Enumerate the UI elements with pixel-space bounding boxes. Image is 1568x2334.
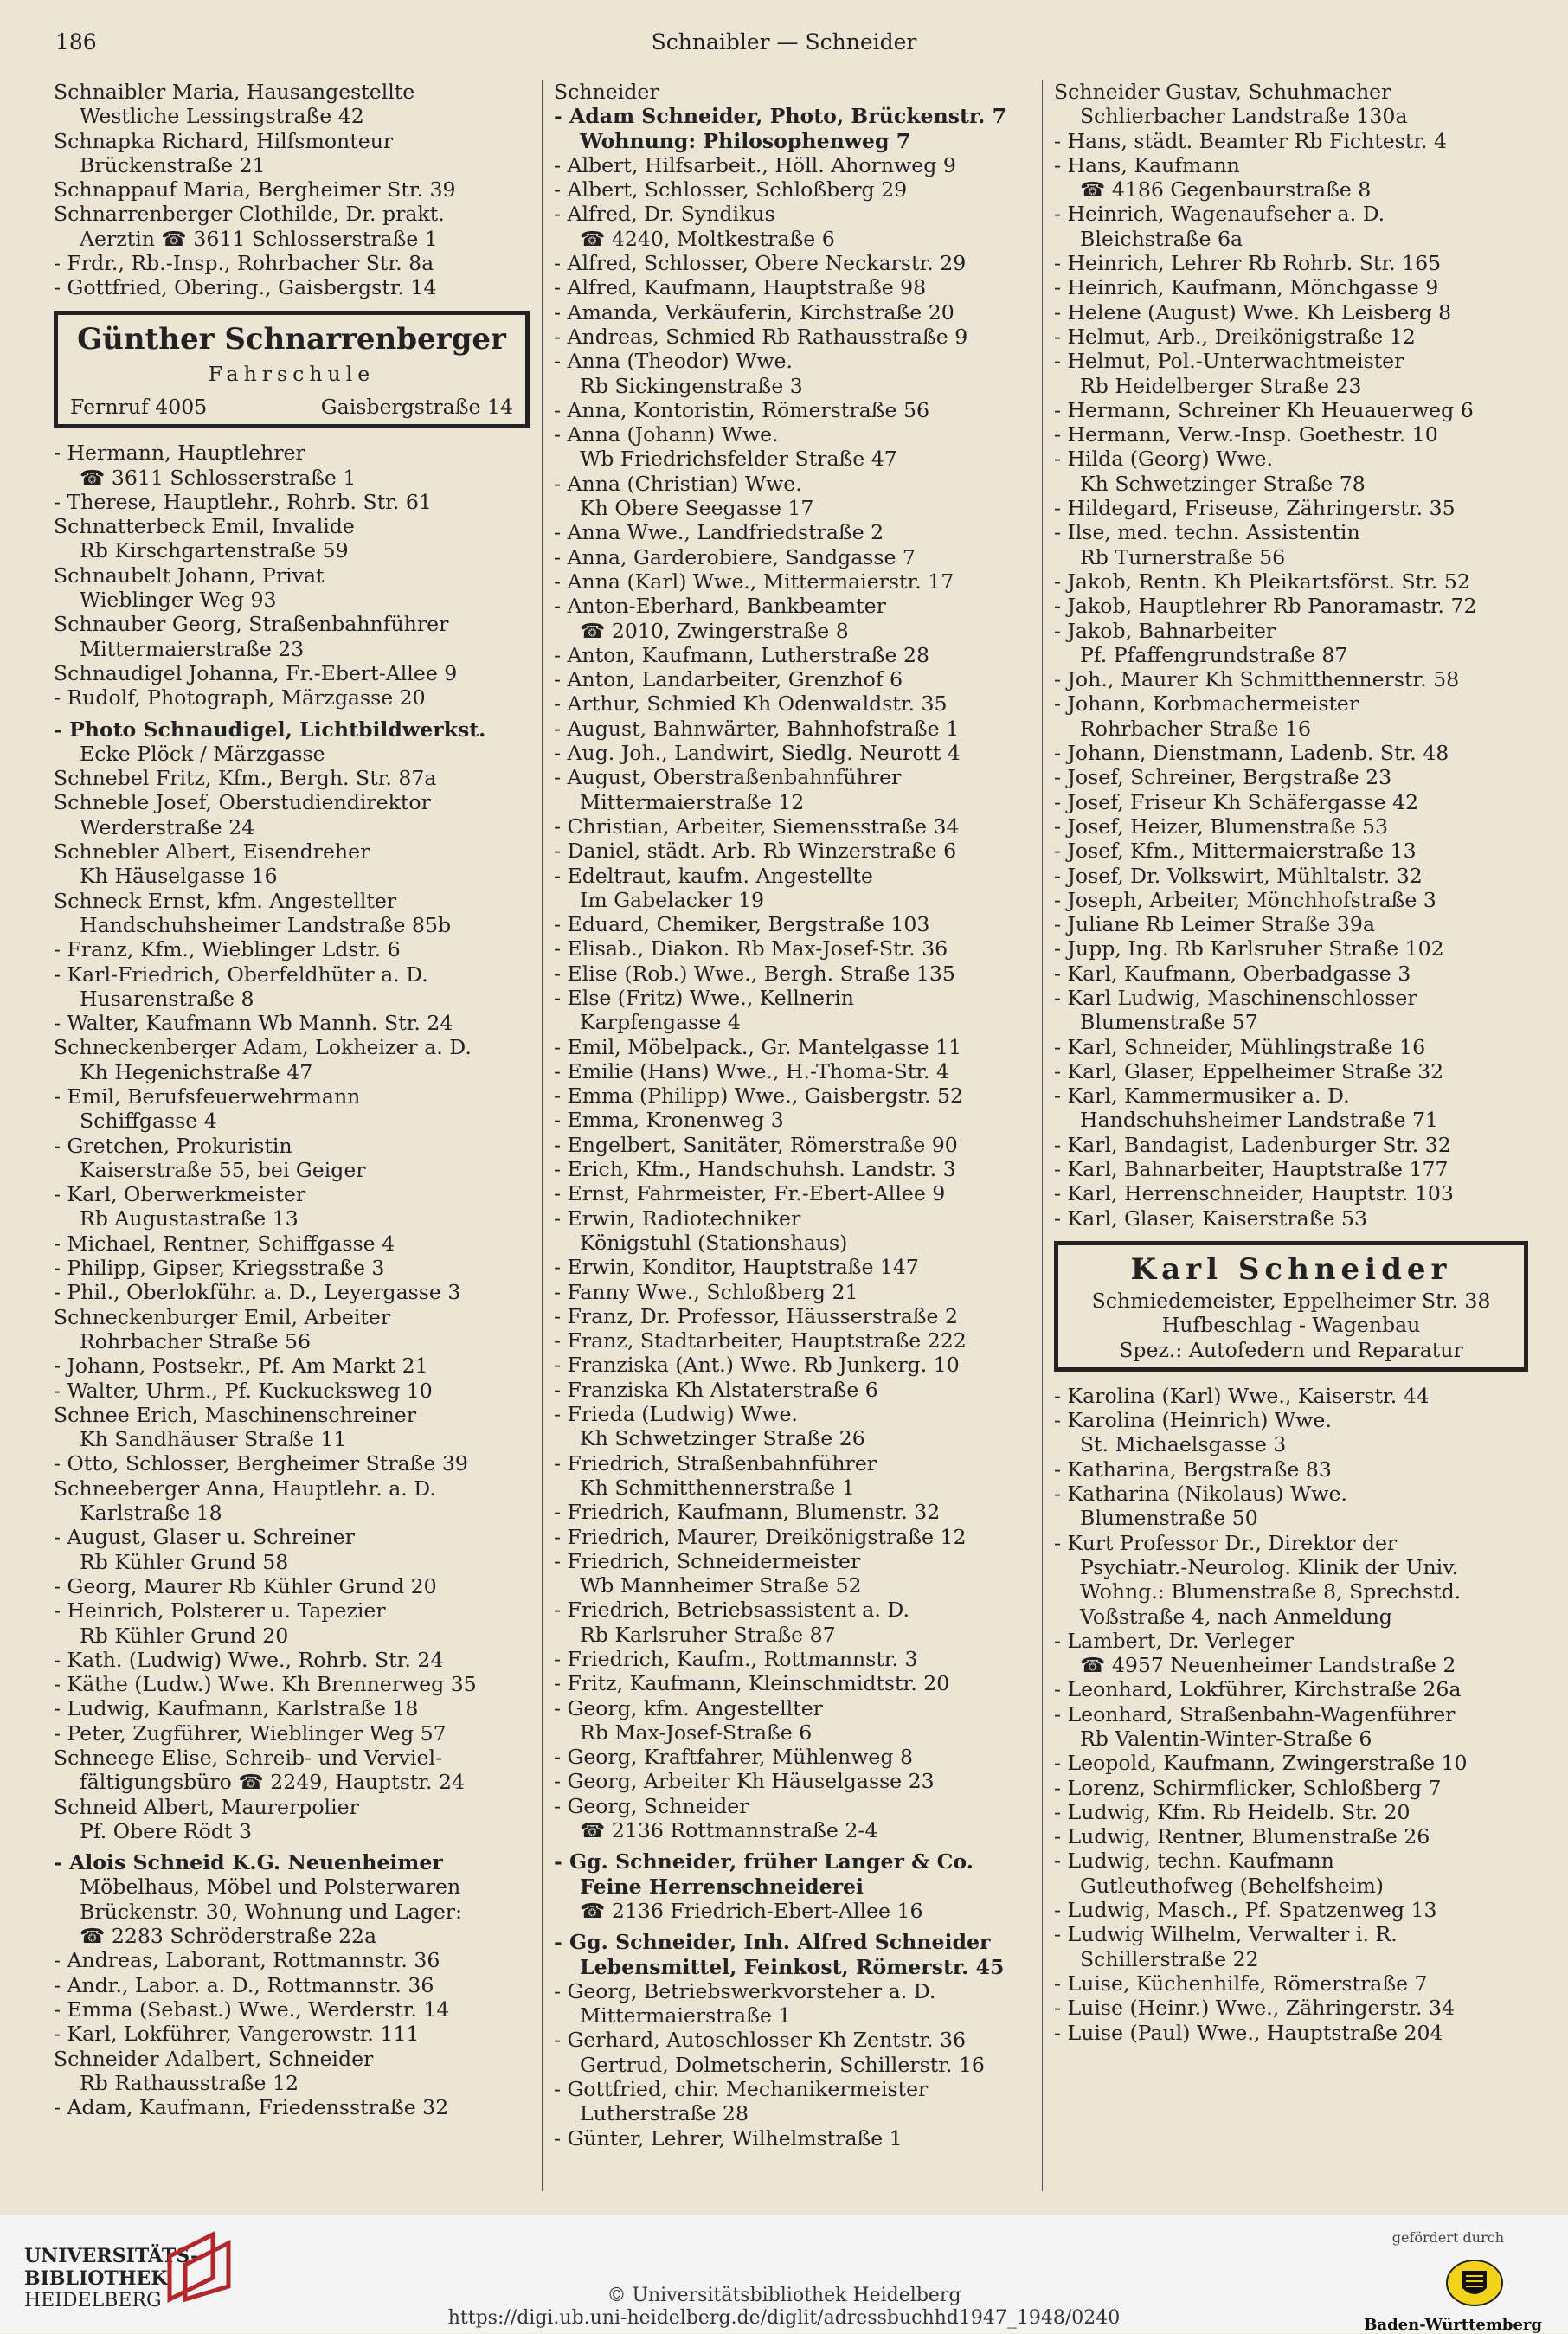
entry-line: - Günter, Lehrer, Wilhelmstraße 1 — [554, 2125, 903, 2151]
entry-line: ☎ 2136 Rottmannstraße 2-4 — [580, 1818, 878, 1843]
entry-line: - Kurt Professor Dr., Direktor der — [1054, 1530, 1398, 1555]
entry-line: Pf. Obere Rödt 3 — [80, 1818, 252, 1843]
entry-line: Schnee Erich, Maschinenschreiner — [54, 1402, 417, 1427]
entry-line: - Gerhard, Autoschlosser Kh Zentstr. 36 — [554, 2028, 966, 2053]
entry-line: - Ludwig Wilhelm, Verwalter i. R. — [1054, 1922, 1398, 1947]
entry-line: Handschuhsheimer Landstraße 85b — [80, 912, 452, 937]
entry-line: - Walter, Kaufmann Wb Mannh. Str. 24 — [54, 1011, 453, 1036]
entry-line: ☎ 4186 Gegenbaurstraße 8 — [1080, 177, 1372, 203]
entry-line: Wb Mannheimer Straße 52 — [580, 1573, 862, 1598]
entry-line: fältigungsbüro ☎ 2249, Hauptstr. 24 — [80, 1770, 466, 1795]
entry-line: Kh Hegenichstraße 47 — [80, 1059, 313, 1084]
entry-line: ☎ 2136 Friedrich-Ebert-Allee 16 — [580, 1898, 923, 1923]
coat-of-arms-icon — [1443, 2250, 1506, 2312]
entry-line: Bleichstraße 6a — [1080, 226, 1243, 251]
entry-line: - Franziska (Ant.) Wwe. Rb Junkerg. 10 — [554, 1353, 960, 1378]
entry-line: - Jakob, Bahnarbeiter — [1054, 618, 1276, 643]
entry-line: - Josef, Dr. Volkswirt, Mühltalstr. 32 — [1054, 863, 1423, 888]
entry-line: - Kath. (Ludwig) Wwe., Rohrb. Str. 24 — [54, 1647, 444, 1672]
ad-karl-schneider — [1054, 1241, 1528, 1372]
entry-line: - Georg, Arbeiter Kh Häuselgasse 23 — [554, 1769, 935, 1794]
entry-line: Kh Schmitthennerstraße 1 — [580, 1475, 855, 1500]
entry-line: - Emma (Sebast.) Wwe., Werderstr. 14 — [54, 1996, 450, 2022]
entry-list — [54, 1850, 530, 1874]
entry-list — [554, 1849, 1028, 1899]
entry-line: Mittermaierstraße 23 — [80, 636, 305, 661]
entry-line: - Franz, Kfm., Wieblinger Ldstr. 6 — [54, 937, 401, 962]
entry-line: - Anna (Theodor) Wwe. — [554, 349, 793, 374]
entry-line: Karpfengasse 4 — [580, 1010, 741, 1035]
entry-line: - Karl, Glaser, Kaiserstraße 53 — [1054, 1206, 1367, 1231]
entry-line: Schneider Gustav, Schuhmacher — [1054, 80, 1391, 104]
entry-line: - Hildegard, Friseuse, Zähringerstr. 35 — [1054, 496, 1456, 521]
entry-line: - Luise (Heinr.) Wwe., Zähringerstr. 34 — [1054, 1996, 1456, 2021]
entry-line: - Leonhard, Lokführer, Kirchstraße 26a — [1054, 1677, 1462, 1702]
entry-list — [1054, 1384, 1528, 2045]
entry-line: - Karl, Glaser, Eppelheimer Straße 32 — [1054, 1058, 1444, 1083]
entry-line: - Hermann, Hauptlehrer — [54, 440, 305, 466]
entry-line: - Gg. Schneider, früher Langer & Co. — [554, 1849, 974, 1874]
entry-line: - Anton, Kaufmann, Lutherstraße 28 — [554, 642, 929, 667]
entry-line: - Christian, Arbeiter, Siemensstraße 34 — [554, 813, 960, 839]
entry-line: Schneckenburger Emil, Arbeiter — [54, 1304, 391, 1329]
entry-line: Gertrud, Dolmetscherin, Schillerstr. 16 — [580, 2052, 985, 2077]
entry-line: - Gottfried, Obering., Gaisbergstr. 14 — [54, 275, 437, 300]
entry-line: - Johann, Postsekr., Pf. Am Markt 21 — [54, 1353, 428, 1379]
entry-line: - Hans, städt. Beamter Rb Fichtestr. 4 — [1054, 128, 1448, 153]
entry-line: - Adam, Kaufmann, Friedensstraße 32 — [54, 2095, 449, 2120]
entry-line: Möbelhaus, Möbel und Polsterwaren — [80, 1874, 461, 1900]
entry-line: - Karl, Schneider, Mühlingstraße 16 — [1054, 1034, 1426, 1059]
entry-line: - Franz, Stadtarbeiter, Hauptstraße 222 — [554, 1328, 967, 1353]
entry-line: - August, Bahnwärter, Bahnhofstraße 1 — [554, 716, 960, 741]
entry-line: Schnebel Fritz, Kfm., Bergh. Str. 87a — [54, 766, 437, 791]
entry-line: - Ilse, med. techn. Assistentin — [1054, 520, 1360, 545]
entry-list — [54, 717, 530, 742]
entry-line: - Helmut, Pol.-Unterwachtmeister — [1054, 349, 1404, 374]
entry-line: Lutherstraße 28 — [580, 2101, 749, 2126]
entry-line: - Edeltraut, kaufm. Angestellte — [554, 863, 873, 888]
ad-line: Hufbeschlag - Wagenbau — [1161, 1313, 1421, 1338]
entry-line: Rb Kühler Grund 58 — [80, 1549, 289, 1574]
entry-line: - Emil, Berufsfeuerwehrmann — [54, 1083, 361, 1109]
entry-line: Werderstraße 24 — [80, 814, 255, 839]
entry-line: - Michael, Rentner, Schiffgasse 4 — [54, 1231, 395, 1256]
ad-schnarrenberger — [54, 311, 530, 429]
entry-line: - Fanny Wwe., Schloßberg 21 — [554, 1279, 858, 1304]
entry-line: - Rudolf, Photograph, Märzgasse 20 — [54, 685, 426, 710]
entry-line: - Friedrich, Kaufmann, Blumenstr. 32 — [554, 1500, 941, 1525]
entry-line: ☎ 4957 Neuenheimer Landstraße 2 — [1080, 1653, 1456, 1678]
entry-line: Lebensmittel, Feinkost, Römerstr. 45 — [580, 1954, 1005, 1979]
entry-line: - Hermann, Verw.-Insp. Goethestr. 10 — [1054, 422, 1438, 447]
entry-line: - Franziska Kh Alstaterstraße 6 — [554, 1377, 878, 1402]
entry-line: ☎ 3611 Schlosserstraße 1 — [80, 465, 357, 490]
entry-line: Husarenstraße 8 — [80, 986, 254, 1011]
entry-line: - Ludwig, Kaufmann, Karlstraße 18 — [54, 1696, 419, 1721]
entry-line: - Gg. Schneider, Inh. Alfred Schneider — [554, 1930, 991, 1955]
library-line: UNIVERSITÄTS- — [24, 2245, 199, 2267]
entry-line: Rb Karlsruher Straße 87 — [580, 1622, 836, 1647]
entry-line: - Alfred, Schlosser, Obere Neckarstr. 29 — [554, 251, 967, 276]
entry-line: Westliche Lessingstraße 42 — [80, 104, 364, 129]
entry-line: Gutleuthofweg (Behelfsheim) — [1080, 1873, 1384, 1898]
entry-line: - Walter, Uhrm., Pf. Kuckucksweg 10 — [54, 1378, 433, 1403]
entry-list — [554, 104, 1028, 153]
entry-line: - Karl-Friedrich, Oberfeldhüter a. D. — [54, 961, 428, 987]
ad-title: Karl Schneider — [1130, 1251, 1452, 1287]
entry-line: - Karl Ludwig, Maschinenschlosser — [1054, 985, 1417, 1010]
entry-list — [1054, 80, 1528, 1231]
page-number: 186 — [55, 29, 97, 55]
entry-line: - Adam Schneider, Photo, Brückenstr. 7 — [554, 104, 1007, 129]
entry-line: - Franz, Dr. Professor, Häusserstraße 2 — [554, 1303, 959, 1328]
entry-list — [554, 1930, 1028, 1979]
entry-line: Kh Obere Seegasse 17 — [580, 496, 814, 521]
entry-line: - Jakob, Rentn. Kh Pleikartsförst. Str. 52 — [1054, 569, 1470, 594]
entry-line: - August, Oberstraßenbahnführer — [554, 765, 902, 790]
entry-line: Feine Herrenschneiderei — [580, 1874, 864, 1899]
entry-line: - Erich, Kfm., Handschuhsh. Landstr. 3 — [554, 1157, 956, 1182]
entry-line: - Aug. Joh., Landwirt, Siedlg. Neurott 4 — [554, 741, 961, 766]
entry-line: Karlstraße 18 — [80, 1501, 222, 1526]
entry-line: - Georg, Maurer Rb Kühler Grund 20 — [54, 1573, 437, 1598]
entry-line: - Ludwig, Kfm. Rb Heidelb. Str. 20 — [1054, 1799, 1411, 1824]
column-3 — [1054, 80, 1528, 2045]
entry-line: - Heinrich, Lehrer Rb Rohrb. Str. 165 — [1054, 251, 1442, 276]
entry-line: - Georg, Betriebswerkvorsteher a. D. — [554, 1978, 936, 2003]
column-rule-1 — [542, 80, 543, 2191]
library-line: HEIDELBERG — [24, 2290, 162, 2311]
entry-line: - August, Glaser u. Schreiner — [54, 1525, 355, 1550]
entry-line: Schnaudigel Johanna, Fr.-Ebert-Allee 9 — [54, 660, 458, 685]
entry-line: - Gretchen, Prokuristin — [54, 1133, 292, 1158]
entry-line: St. Michaelsgasse 3 — [1080, 1432, 1287, 1457]
entry-line: Kh Schwetzinger Straße 26 — [580, 1426, 865, 1451]
entry-line: - Phil., Oberlokführ. a. D., Leyergasse 3 — [54, 1280, 461, 1305]
entry-line: - Ludwig, Rentner, Blumenstraße 26 — [1054, 1824, 1430, 1849]
entry-line: Aerztin ☎ 3611 Schlosserstraße 1 — [80, 226, 438, 251]
entry-line: Schnapka Richard, Hilfsmonteur — [54, 128, 394, 153]
entry-line: Wb Friedrichsfelder Straße 47 — [580, 447, 897, 472]
entry-line: Schneider Adalbert, Schneider — [54, 2046, 374, 2071]
entry-line: - Emil, Möbelpack., Gr. Mantelgasse 11 — [554, 1034, 962, 1059]
entry-line: Mittermaierstraße 12 — [580, 789, 805, 814]
entry-line: - Friedrich, Schneidermeister — [554, 1548, 861, 1573]
entry-line: - Josef, Schreiner, Bergstraße 23 — [1054, 765, 1392, 790]
entry-line: Blumenstraße 50 — [1080, 1506, 1258, 1531]
entry-line: Schneid Albert, Maurerpolier — [54, 1794, 359, 1819]
entry-line: - Karl, Bahnarbeiter, Hauptstraße 177 — [1054, 1157, 1449, 1182]
entry-line: - Karl, Bandagist, Ladenburger Str. 32 — [1054, 1132, 1451, 1157]
entry-line: Kh Sandhäuser Straße 11 — [80, 1427, 347, 1452]
entry-line: - Katharina (Nikolaus) Wwe. — [1054, 1482, 1347, 1507]
entry-line: - Amanda, Verkäuferin, Kirchstraße 20 — [554, 299, 954, 325]
entry-line: - Therese, Hauptlehr., Rohrb. Str. 61 — [54, 489, 432, 514]
column-rule-2 — [1042, 80, 1043, 2191]
entry-line: Rb Kühler Grund 20 — [80, 1623, 289, 1648]
entry-line: Wohnung: Philosophenweg 7 — [580, 128, 911, 153]
entry-line: - Georg, kfm. Angestellter — [554, 1695, 823, 1720]
entry-line: - Karl, Lokführer, Vangerowstr. 111 — [54, 2022, 420, 2047]
entry-line: Rb Sickingenstraße 3 — [580, 373, 803, 398]
entry-line: ☎ 2010, Zwingerstraße 8 — [580, 618, 849, 643]
entry-line: Handschuhsheimer Landstraße 71 — [1080, 1108, 1438, 1133]
entry-line: - Fritz, Kaufmann, Kleinschmidtstr. 20 — [554, 1671, 950, 1696]
entry-line: - Heinrich, Wagenaufseher a. D. — [1054, 202, 1385, 227]
entry-line: ☎ 2283 Schröderstraße 22a — [80, 1924, 377, 1949]
entry-line: - Daniel, städt. Arb. Rb Winzerstraße 6 — [554, 839, 957, 864]
entry-line: Kh Schwetzinger Straße 78 — [1080, 471, 1366, 496]
entry-line: - Karolina (Karl) Wwe., Kaiserstr. 44 — [1054, 1383, 1430, 1408]
entry-line: - Peter, Zugführer, Wieblinger Weg 57 — [54, 1720, 447, 1746]
entry-line: Schneckenberger Adam, Lokheizer a. D. — [54, 1035, 472, 1060]
entry-line: - Ludwig, techn. Kaufmann — [1054, 1849, 1334, 1874]
ad-title: Günther Schnarrenberger — [77, 321, 506, 357]
entry-line: - Anna, Garderobiere, Sandgasse 7 — [554, 544, 916, 569]
ad-address: Gaisbergstraße 14 — [320, 394, 513, 419]
entry-line: - Ludwig, Masch., Pf. Spatzenweg 13 — [1054, 1898, 1437, 1923]
entry-line: ☎ 4240, Moltkestraße 6 — [580, 226, 835, 251]
entry-line: Schneck Ernst, kfm. Angestellter — [54, 888, 397, 913]
ad-line: Spez.: Autofedern und Reparatur — [1119, 1337, 1463, 1362]
entry-line: Schnebler Albert, Eisendreher — [54, 839, 370, 865]
page-header — [55, 29, 1513, 64]
entry-line: - Georg, Schneider — [554, 1793, 749, 1818]
entry-line: - Anton-Eberhard, Bankbeamter — [554, 594, 886, 619]
entry-line: Wieblinger Weg 93 — [80, 588, 277, 613]
entry-line: - Friedrich, Maurer, Dreikönigstraße 12 — [554, 1524, 967, 1549]
entry-line: - Karl, Herrenschneider, Hauptstr. 103 — [1054, 1181, 1454, 1206]
entry-line: Königstuhl (Stationshaus) — [580, 1230, 848, 1255]
entry-line: - Emilie (Hans) Wwe., H.-Thoma-Str. 4 — [554, 1058, 950, 1083]
entry-line: - Photo Schnaudigel, Lichtbildwerkst. — [54, 717, 486, 742]
entry-line: Rb Turnerstraße 56 — [1080, 544, 1286, 569]
entry-line: Schnauber Georg, Straßenbahnführer — [54, 612, 449, 637]
entry-line: Schnappauf Maria, Bergheimer Str. 39 — [54, 177, 456, 203]
entry-line: - Lambert, Dr. Verleger — [1054, 1628, 1294, 1653]
entry-line: - Alois Schneid K.G. Neuenheimer — [54, 1850, 443, 1875]
entry-line: Schlierbacher Landstraße 130a — [1080, 104, 1408, 129]
entry-line: - Jupp, Ing. Rb Karlsruher Straße 102 — [1054, 936, 1444, 961]
entry-line: - Anna Wwe., Landfriedstraße 2 — [554, 520, 884, 545]
entry-list — [54, 440, 530, 710]
entry-line: Brückenstraße 21 — [80, 152, 266, 177]
entry-line: Rb Kirschgartenstraße 59 — [80, 538, 349, 563]
entry-line: - Leopold, Kaufmann, Zwingerstraße 10 — [1054, 1751, 1468, 1776]
entry-line: - Hermann, Schreiner Kh Heuauerweg 6 — [1054, 397, 1474, 422]
entry-line: - Juliane Rb Leimer Straße 39a — [1054, 912, 1375, 937]
entry-line: - Gottfried, chir. Mechanikermeister — [554, 2077, 929, 2102]
entry-line: - Katharina, Bergstraße 83 — [1054, 1456, 1332, 1482]
entry-list — [54, 80, 530, 300]
entry-line: - Anna, Kontoristin, Römerstraße 56 — [554, 397, 929, 422]
entry-line: - Anna (Karl) Wwe., Mittermaierstr. 17 — [554, 569, 954, 594]
entry-line: Schnaubelt Johann, Privat — [54, 563, 325, 588]
entry-line: Rb Max-Josef-Straße 6 — [580, 1720, 813, 1745]
entry-line: - Josef, Kfm., Mittermaierstraße 13 — [1054, 839, 1417, 864]
entry-list — [54, 1874, 530, 2119]
entry-line: Ecke Plöck / Märzgasse — [80, 741, 325, 766]
entry-line: Blumenstraße 57 — [1080, 1010, 1258, 1035]
entry-line: - Friedrich, Straßenbahnführer — [554, 1450, 877, 1476]
entry-line: - Hilda (Georg) Wwe. — [1054, 447, 1274, 472]
entry-line: - Jakob, Hauptlehrer Rb Panoramastr. 72 — [1054, 594, 1477, 619]
entry-list — [554, 1979, 1028, 2151]
ad-subtitle: Fahrschule — [208, 361, 376, 386]
entry-line: - Leonhard, Straßenbahn-Wagenführer — [1054, 1701, 1456, 1726]
column-1 — [54, 80, 530, 2119]
entry-line: Brückenstr. 30, Wohnung und Lager: — [80, 1899, 463, 1924]
entry-line: Schnaibler Maria, Hausangestellte — [54, 80, 415, 104]
entry-line: - Karl, Oberwerkmeister — [54, 1182, 306, 1207]
entry-line: - Josef, Heizer, Blumenstraße 53 — [1054, 813, 1389, 839]
entry-line: Rb Rathausstraße 12 — [80, 2070, 299, 2095]
entry-line: - Helene (August) Wwe. Kh Leisberg 8 — [1054, 299, 1452, 325]
entry-line: Schneble Josef, Oberstudiendirektor — [54, 790, 431, 815]
entry-line: Im Gabelacker 19 — [580, 887, 765, 912]
entry-line: - Erwin, Radiotechniker — [554, 1206, 801, 1231]
entry-line: Rohrbacher Straße 56 — [80, 1328, 311, 1353]
entry-line: Psychiatr.-Neurolog. Klinik der Univ. — [1080, 1554, 1459, 1579]
entry-line: - Engelbert, Sanitäter, Römerstraße 90 — [554, 1132, 958, 1157]
entry-line: - Heinrich, Kaufmann, Mönchgasse 9 — [1054, 275, 1439, 300]
entry-list — [554, 153, 1028, 1842]
entry-line: - Albert, Schlosser, Schloßberg 29 — [554, 177, 908, 203]
entry-line: Schnatterbeck Emil, Invalide — [54, 514, 355, 539]
copyright: © Universitätsbibliothek Heidelberg — [607, 2285, 961, 2306]
entry-line: - Emma, Kronenweg 3 — [554, 1108, 784, 1133]
running-head: Schnaibler — Schneider — [651, 29, 917, 55]
entry-line: - Georg, Kraftfahrer, Mühlenweg 8 — [554, 1745, 913, 1770]
entry-line: Schiffgasse 4 — [80, 1109, 217, 1134]
entry-line: - Andreas, Laborant, Rottmannstr. 36 — [54, 1948, 440, 1973]
entry-line: - Otto, Schlosser, Bergheimer Straße 39 — [54, 1451, 468, 1476]
entry-line: - Anton, Landarbeiter, Grenzhof 6 — [554, 667, 903, 692]
entry-line: Schneege Elise, Schreib- und Verviel- — [54, 1746, 443, 1770]
entry-line: - Elisab., Diakon. Rb Max-Josef-Str. 36 — [554, 936, 948, 961]
entry-line: - Johann, Dienstmann, Ladenb. Str. 48 — [1054, 741, 1449, 766]
entry-line: Rb Heidelberger Straße 23 — [1080, 373, 1362, 398]
column-heading: Schneider — [554, 80, 659, 104]
entry-line: - Käthe (Ludw.) Wwe. Kh Brennerweg 35 — [54, 1672, 477, 1697]
entry-line: - Friedrich, Kaufm., Rottmannstr. 3 — [554, 1647, 918, 1671]
entry-line: - Luise (Paul) Wwe., Hauptstraße 204 — [1054, 2020, 1443, 2045]
entry-line: - Karl, Kammermusiker a. D. — [1054, 1083, 1350, 1109]
entry-line: - Philipp, Gipser, Kriegsstraße 3 — [54, 1256, 385, 1281]
entry-line: - Alfred, Dr. Syndikus — [554, 202, 775, 227]
funder-name: Baden-Württemberg — [1364, 2316, 1542, 2334]
entry-line: Schillerstraße 22 — [1080, 1946, 1259, 1971]
entry-line: Kaiserstraße 55, bei Geiger — [80, 1157, 366, 1182]
entry-line: Mittermaierstraße 1 — [580, 2003, 792, 2029]
entry-line: Rb Augustastraße 13 — [80, 1206, 299, 1231]
entry-line: - Albert, Hilfsarbeit., Höll. Ahornweg 9 — [554, 152, 956, 177]
ad-phone: Fernruf 4005 — [70, 394, 208, 419]
entry-line: - Josef, Friseur Kh Schäfergasse 42 — [1054, 789, 1419, 814]
entry-list — [54, 742, 530, 1843]
entry-line: - Karl, Kaufmann, Oberbadgasse 3 — [1054, 961, 1411, 986]
entry-line: - Andr., Labor. a. D., Rottmannstr. 36 — [54, 1972, 434, 1997]
entry-line: - Eduard, Chemiker, Bergstraße 103 — [554, 912, 930, 937]
entry-line: Schneeberger Anna, Hauptlehr. a. D. — [54, 1476, 436, 1501]
entry-line: - Alfred, Kaufmann, Hauptstraße 98 — [554, 275, 927, 300]
entry-line: - Friedrich, Betriebsassistent a. D. — [554, 1598, 909, 1623]
entry-line: - Johann, Korbmachermeister — [1054, 691, 1359, 717]
entry-line: - Lorenz, Schirmflicker, Schloßberg 7 — [1054, 1775, 1442, 1800]
funded-by: gefördert durch — [1391, 2229, 1504, 2246]
entry-line: - Erwin, Konditor, Hauptstraße 147 — [554, 1255, 919, 1280]
entry-line: - Joh., Maurer Kh Schmitthennerstr. 58 — [1054, 667, 1460, 692]
entry-line: - Luise, Küchenhilfe, Römerstraße 7 — [1054, 1971, 1428, 1996]
entry-line: Rohrbacher Straße 16 — [1080, 716, 1311, 741]
entry-line: Voßstraße 4, nach Anmeldung — [1080, 1604, 1392, 1629]
entry-line: - Heinrich, Polsterer u. Tapezier — [54, 1598, 386, 1624]
entry-line: - Elise (Rob.) Wwe., Bergh. Straße 135 — [554, 961, 955, 986]
entry-line: Rb Valentin-Winter-Straße 6 — [1080, 1726, 1372, 1751]
entry-line: Pf. Pfaffengrundstraße 87 — [1080, 642, 1348, 667]
entry-line: - Helmut, Arb., Dreikönigstraße 12 — [1054, 324, 1416, 349]
entry-line: - Joseph, Arbeiter, Mönchhofstraße 3 — [1054, 887, 1436, 912]
entry-line: - Else (Fritz) Wwe., Kellnerin — [554, 985, 854, 1010]
entry-line: - Emma (Philipp) Wwe., Gaisbergstr. 52 — [554, 1083, 964, 1109]
entry-line: - Hans, Kaufmann — [1054, 152, 1240, 177]
entry-line: - Frieda (Ludwig) Wwe. — [554, 1402, 798, 1427]
entry-line: Wohng.: Blumenstraße 8, Sprechstd. — [1080, 1579, 1462, 1604]
source-url[interactable]: https://digi.ub.uni-heidelberg.de/diglit/adressbuchhd1947_1948/0240 — [447, 2307, 1121, 2329]
entry-line: Schnarrenberger Clothilde, Dr. prakt. — [54, 202, 445, 227]
entry-line: - Anna (Christian) Wwe. — [554, 471, 802, 496]
entry-line: - Andreas, Schmied Rb Rathausstraße 9 — [554, 324, 968, 349]
ad-line: Schmiedemeister, Eppelheimer Str. 38 — [1091, 1288, 1491, 1313]
column-2 — [554, 80, 1028, 2151]
library-line: BIBLIOTHEK — [24, 2267, 168, 2290]
entry-line: Kh Häuselgasse 16 — [80, 864, 278, 889]
entry-line: - Anna (Johann) Wwe. — [554, 422, 779, 447]
entry-line: - Arthur, Schmied Kh Odenwaldstr. 35 — [554, 691, 948, 717]
entry-line: - Ernst, Fahrmeister, Fr.-Ebert-Allee 9 — [554, 1181, 946, 1206]
entry-line: - Karolina (Heinrich) Wwe. — [1054, 1408, 1332, 1433]
entry-line: - Frdr., Rb.-Insp., Rohrbacher Str. 8a — [54, 251, 434, 276]
